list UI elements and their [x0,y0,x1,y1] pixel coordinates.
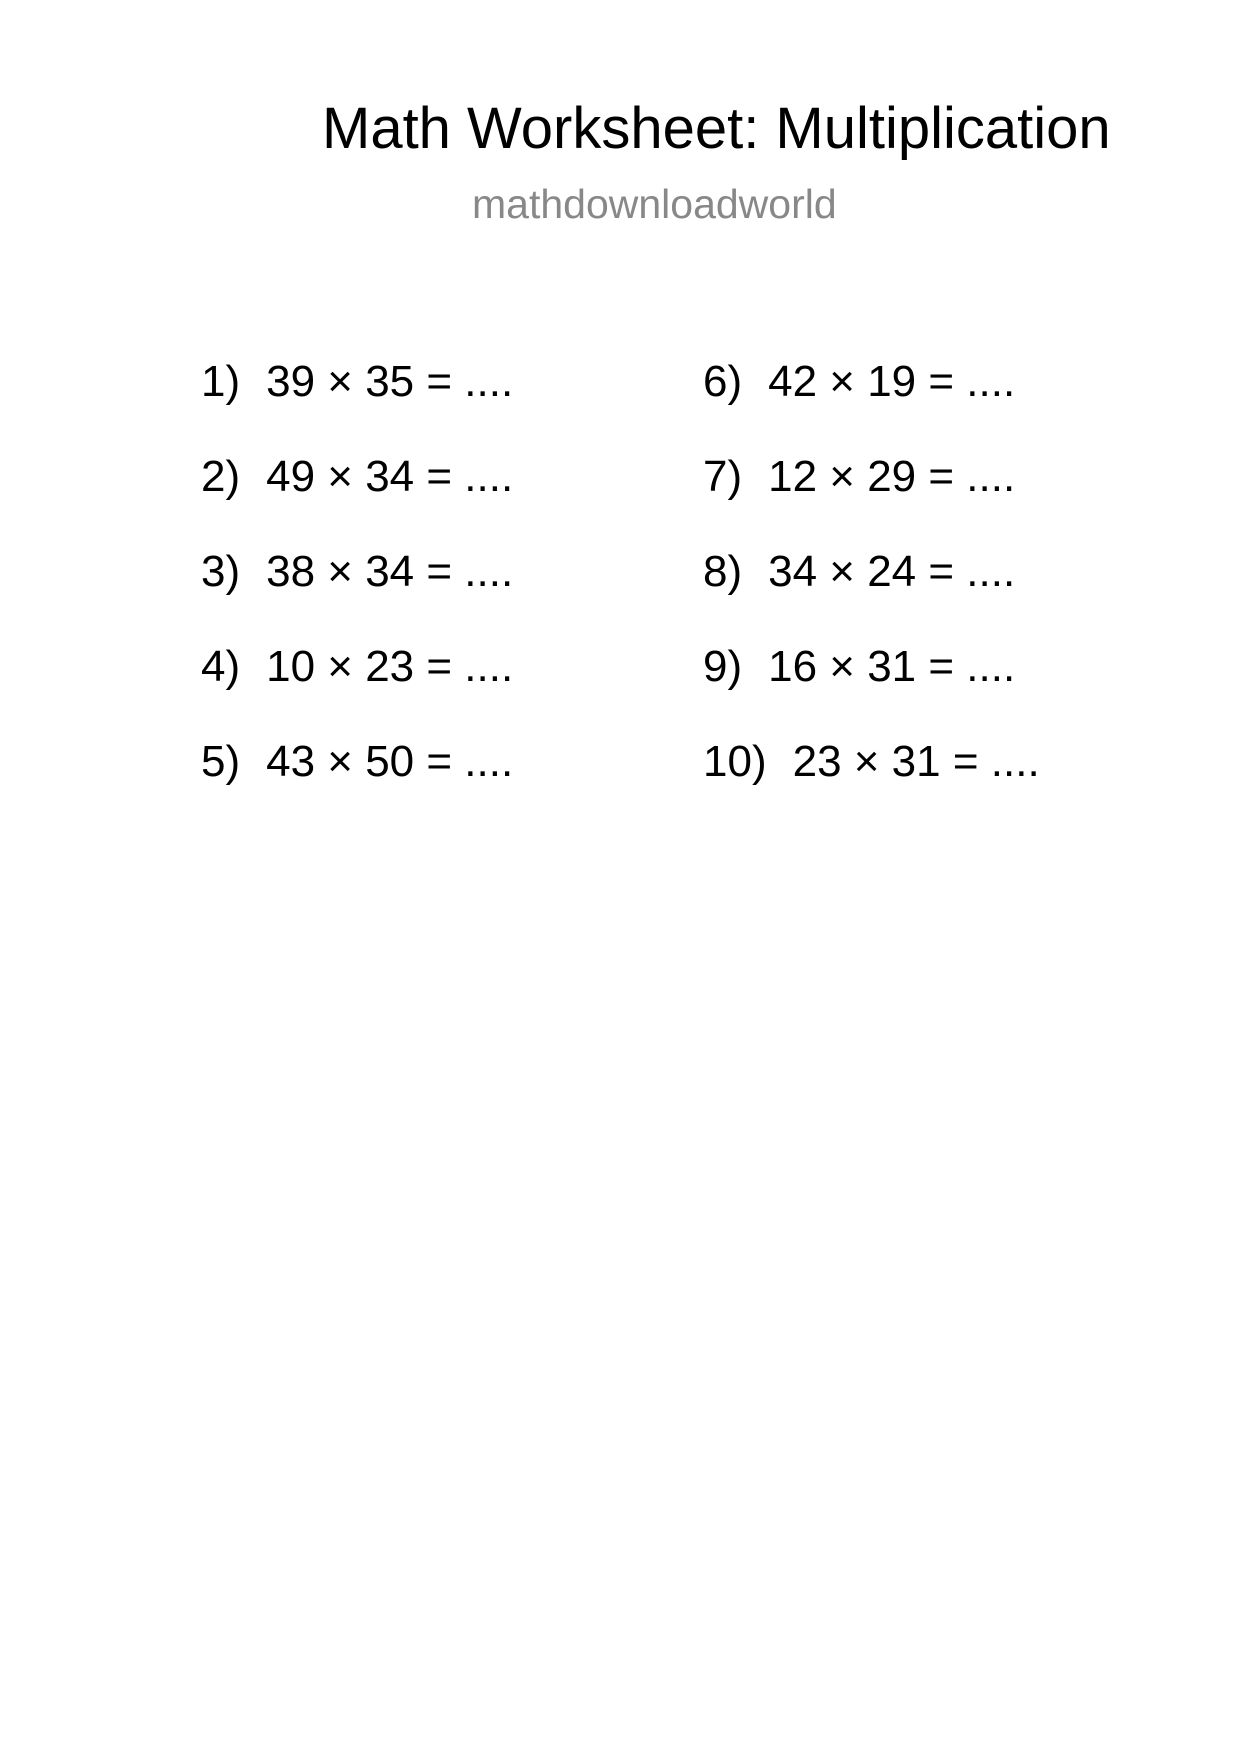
problem-10 [703,737,1040,786]
problem-expression: 39 × 35 = .... [266,357,514,406]
problem-number: 9) [703,642,743,691]
problem-6 [703,357,1016,406]
problem-number: 2) [201,452,241,501]
problem-number: 8) [703,547,743,596]
problem-4 [201,642,514,691]
problem-number: 4) [201,642,241,691]
problem-number: 7) [703,452,743,501]
problem-3 [201,547,514,596]
problem-number: 6) [703,357,743,406]
problem-expression: 12 × 29 = .... [768,452,1016,501]
problem-8 [703,547,1016,596]
problem-expression: 10 × 23 = .... [266,642,514,691]
problem-number: 3) [201,547,241,596]
problem-number: 5) [201,737,241,786]
problem-expression: 43 × 50 = .... [266,737,514,786]
problem-number: 1) [201,357,241,406]
problem-expression: 16 × 31 = .... [768,642,1016,691]
problem-expression: 23 × 31 = .... [792,737,1040,786]
site-subtitle: mathdownloadworld [472,181,837,227]
problem-9 [703,642,1016,691]
problem-2 [201,452,514,501]
problem-5 [201,737,514,786]
problem-expression: 42 × 19 = .... [768,357,1016,406]
problem-7 [703,452,1016,501]
problem-expression: 49 × 34 = .... [266,452,514,501]
problem-1 [201,357,514,406]
problem-expression: 34 × 24 = .... [768,547,1016,596]
page-title: Math Worksheet: Multiplication [322,96,1111,161]
problem-expression: 38 × 34 = .... [266,547,514,596]
problem-number: 10) [703,737,767,786]
